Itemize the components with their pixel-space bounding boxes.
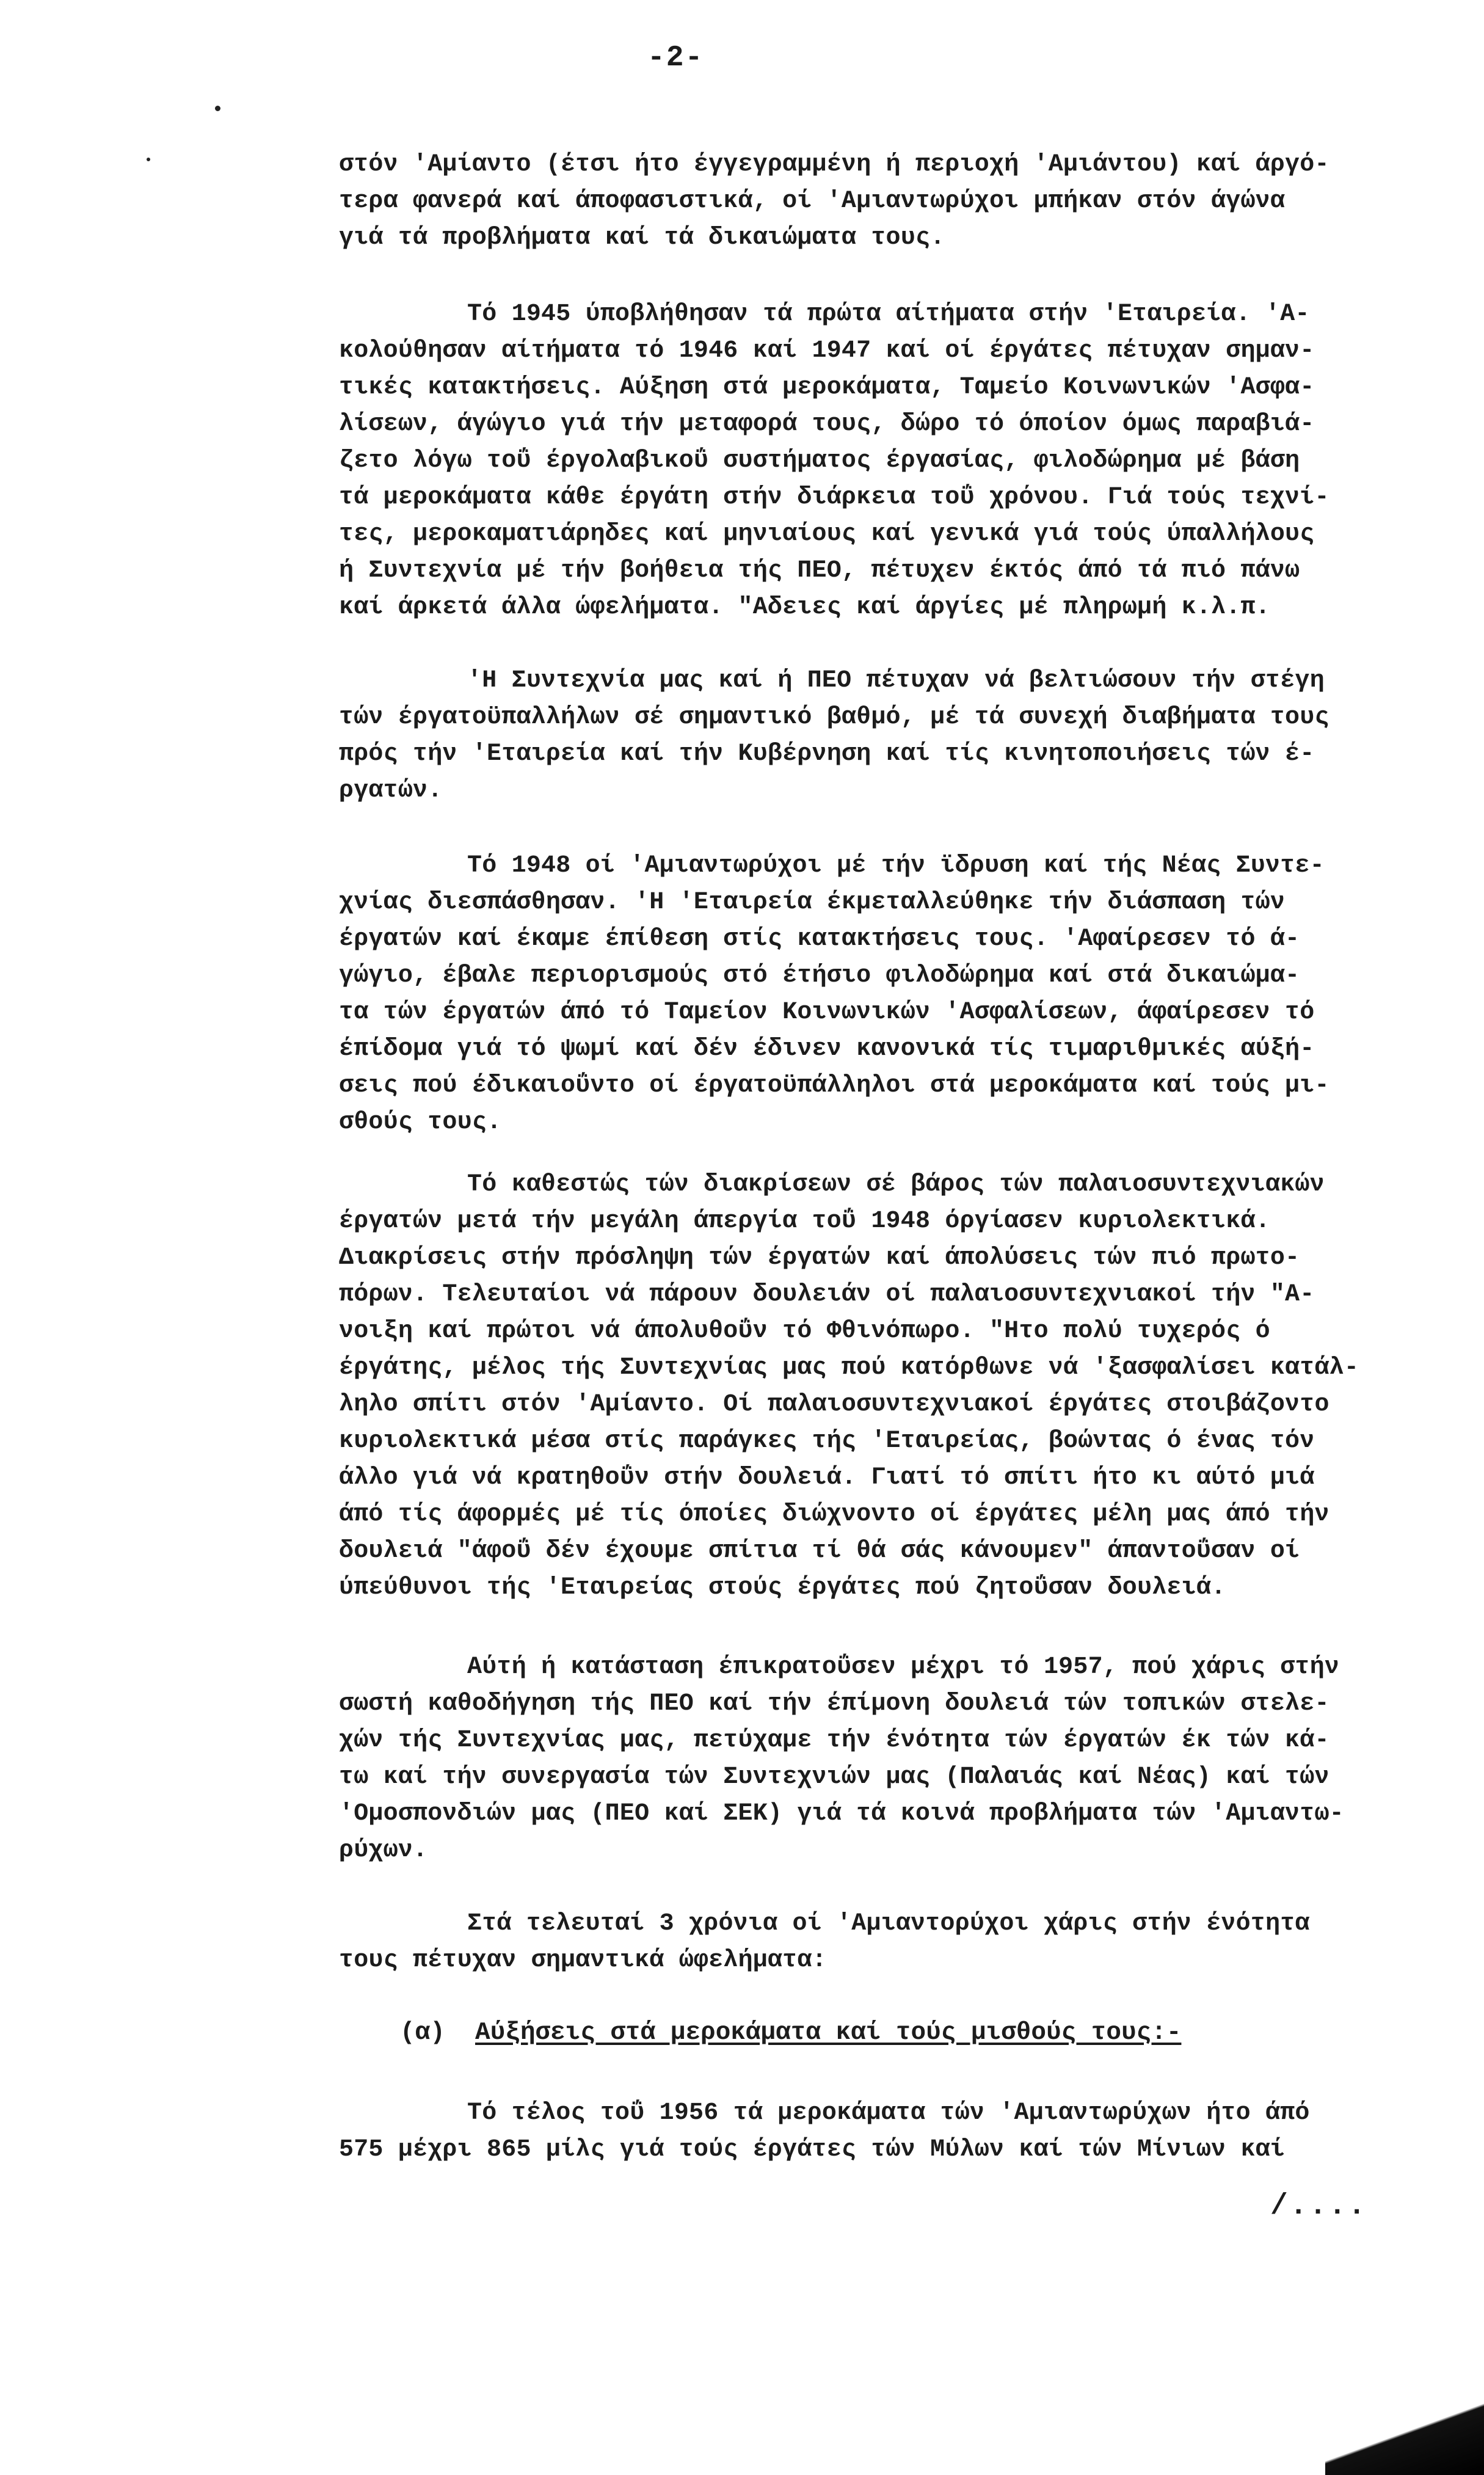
text-line: κολούθησαν αίτήματα τό 1946 καί 1947 καί οί έργάτες πέτυχαν σημαν- xyxy=(339,337,1315,365)
text-line: άλλο γιά νά κρατηθοΰν στήν δουλειά. Γιατί τό σπίτι ήτο κι αύτό μιά xyxy=(339,1464,1315,1492)
paragraph xyxy=(339,848,1463,1141)
scan-edge-shadow xyxy=(1325,2389,1484,2475)
section-heading xyxy=(400,2014,1181,2051)
text-line: ή Συντεχνία μέ τήν βοήθεια τής ΠΕΟ, πέτυχεν έκτός άπό τά πιό πάνω xyxy=(339,557,1300,585)
text-line: τών έργατοϋπαλλήλων σέ σημαντικό βαθμό, μέ τά συνεχή διαβήματα τους xyxy=(339,704,1329,731)
text-line: έπίδομα γιά τό ψωμί καί δέν έδινεν κανονικά τίς τιμαριθμικές αύξή- xyxy=(339,1035,1315,1063)
speck-mark xyxy=(147,158,150,161)
text-line: Στά τελευταί 3 χρόνια οί 'Αμιαντορύχοι χάρις στήν ένότητα xyxy=(467,1910,1310,1937)
text-line: χών τής Συντεχνίας μας, πετύχαμε τήν ένότητα τών έργατών έκ τών κά- xyxy=(339,1727,1329,1754)
text-line: χνίας διεσπάσθησαν. 'Η 'Εταιρεία έκμεταλλεύθηκε τήν διάσπαση τών xyxy=(339,889,1286,916)
text-line: γιά τά προβλήματα καί τά δικαιώματα τους. xyxy=(339,224,945,252)
text-line: τα τών έργατών άπό τό Ταμείον Κοινωνικών 'Ασφαλίσεων, άφαίρεσεν τό xyxy=(339,999,1315,1026)
text-line: γώγιο, έβαλε περιορισμούς στό έτήσιο φιλοδώρημα καί στά δικαιώμα- xyxy=(339,962,1300,990)
paragraph xyxy=(339,147,1463,257)
text-line: 'Η Συντεχνία μας καί ή ΠΕΟ πέτυχαν νά βελτιώσουν τήν στέγη xyxy=(467,667,1325,694)
text-line: τω καί τήν συνεργασία τών Συντεχνιών μας (Παλαιάς καί Νέας) καί τών xyxy=(339,1763,1329,1791)
text-line: τικές κατακτήσεις. Αύξηση στά μεροκάματα, Ταμείο Κοινωνικών 'Ασφα- xyxy=(339,374,1315,401)
section-title: Αύξήσεις στά μεροκάματα καί τούς μισθούς τους:- xyxy=(475,2019,1182,2047)
text-line: 'Ομοσπονδιών μας (ΠΕΟ καί ΣΕΚ) γιά τά κοινά προβλήματα τών 'Αμιαντω- xyxy=(339,1800,1344,1828)
text-line: τες, μεροκαματιάρηδες καί μηνιαίους καί γενικά γιά τούς ύπαλλήλους xyxy=(339,520,1315,548)
text-line: στόν 'Αμίαντο (έτσι ήτο έγγεγραμμένη ή περιοχή 'Αμιάντου) καί άργό- xyxy=(339,151,1329,178)
text-line: ύπεύθυνοι τής 'Εταιρείας στούς έργάτες πού ζητοΰσαν δουλειά. xyxy=(339,1574,1226,1602)
text-line: τερα φανερά καί άποφασιστικά, οί 'Αμιαντωρύχοι μπήκαν στόν άγώνα xyxy=(339,188,1286,215)
text-line: Τό τέλος τοΰ 1956 τά μεροκάματα τών 'Αμιαντωρύχων ήτο άπό xyxy=(467,2099,1310,2127)
paragraph xyxy=(339,1649,1463,1869)
text-line: τά μεροκάματα κάθε έργάτη στήν διάρκεια τοΰ χρόνου. Γιά τούς τεχνί- xyxy=(339,484,1329,511)
text-line: λίσεων, άγώγιο γιά τήν μεταφορά τους, δώρο τό όποίον όμως παραβιά- xyxy=(339,410,1315,438)
text-line: καί άρκετά άλλα ώφελήματα. "Αδειες καί άργίες μέ πληρωμή κ.λ.π. xyxy=(339,594,1270,621)
paragraph xyxy=(339,2095,1463,2168)
text-line: νοιξη καί πρώτοι νά άπολυθοΰν τό Φθινόπωρο. "Ητο πολύ τυχερός ό xyxy=(339,1318,1270,1345)
text-line: τους πέτυχαν σημαντικά ώφελήματα: xyxy=(339,1947,827,1974)
text-line: Τό 1948 οί 'Αμιαντωρύχοι μέ τήν ϊδρυση καί τής Νέας Συντε- xyxy=(467,852,1325,880)
text-line: άπό τίς άφορμές μέ τίς όποίες διώχνοντο οί έργάτες μέλη μας άπό τήν xyxy=(339,1501,1329,1528)
text-line: έργάτης, μέλος τής Συντεχνίας μας πού κατόρθωνε νά 'ξασφαλίσει κατάλ- xyxy=(339,1354,1359,1382)
continuation-mark: /.... xyxy=(1270,2190,1368,2223)
text-line: Διακρίσεις στήν πρόσληψη τών έργατών καί άπολύσεις τών πιό πρωτο- xyxy=(339,1244,1300,1272)
page-number: -2- xyxy=(647,42,704,75)
text-line: σεις πού έδικαιοΰντο οί έργατοϋπάλληλοι στά μεροκάματα καί τούς μι- xyxy=(339,1072,1329,1099)
text-line: πρός τήν 'Εταιρεία καί τήν Κυβέρνηση καί τίς κινητοποιήσεις τών έ- xyxy=(339,740,1315,768)
text-line: δουλειά "άφοΰ δέν έχουμε σπίτια τί θά σάς κάνουμεν" άπαντοΰσαν οί xyxy=(339,1537,1300,1565)
text-line: σθούς τους. xyxy=(339,1109,502,1136)
speck-mark xyxy=(215,106,220,111)
text-line: Αύτή ή κατάσταση έπικρατοΰσεν μέχρι τό 1957, πού χάρις στήν xyxy=(467,1653,1340,1681)
paragraph xyxy=(339,1167,1463,1606)
paragraph xyxy=(339,296,1463,626)
paragraph xyxy=(339,663,1463,809)
text-line: σωστή καθοδήγηση τής ΠΕΟ καί τήν έπίμονη δουλειά τών τοπικών στελε- xyxy=(339,1690,1329,1718)
text-line: ληλο σπίτι στόν 'Αμίαντο. Οί παλαιοσυντεχνιακοί έργάτες στοιβάζοντο xyxy=(339,1391,1329,1418)
text-line: Τό καθεστώς τών διακρίσεων σέ βάρος τών παλαιοσυντεχνιακών xyxy=(467,1171,1325,1198)
text-line: 575 μέχρι 865 μίλς γιά τούς έργάτες τών Μύλων καί τών Μίνιων καί xyxy=(339,2136,1286,2163)
text-line: πόρων. Τελευταίοι νά πάρουν δουλειάν οί παλαιοσυντεχνιακοί τήν "Α- xyxy=(339,1281,1315,1308)
text-line: έργατών μετά τήν μεγάλη άπεργία τοΰ 1948 όργίασεν κυριολεκτικά. xyxy=(339,1208,1270,1235)
text-line: Τό 1945 ύποβλήθησαν τά πρώτα αίτήματα στήν 'Εταιρεία. 'Α- xyxy=(467,301,1310,328)
text-line: ργατών. xyxy=(339,777,443,804)
paragraph xyxy=(339,1906,1463,1979)
text-line: ρύχων. xyxy=(339,1837,428,1864)
text-line: έργατών καί έκαμε έπίθεση στίς κατακτήσεις τους. 'Αφαίρεσεν τό ά- xyxy=(339,925,1300,953)
text-line: κυριολεκτικά μέσα στίς παράγκες τής 'Εταιρείας, βοώντας ό ένας τόν xyxy=(339,1427,1315,1455)
section-marker: (α) xyxy=(400,2019,445,2047)
text-line: ζετο λόγω τοΰ έργολαβικοΰ συστήματος έργασίας, φιλοδώρημα μέ βάση xyxy=(339,447,1300,475)
